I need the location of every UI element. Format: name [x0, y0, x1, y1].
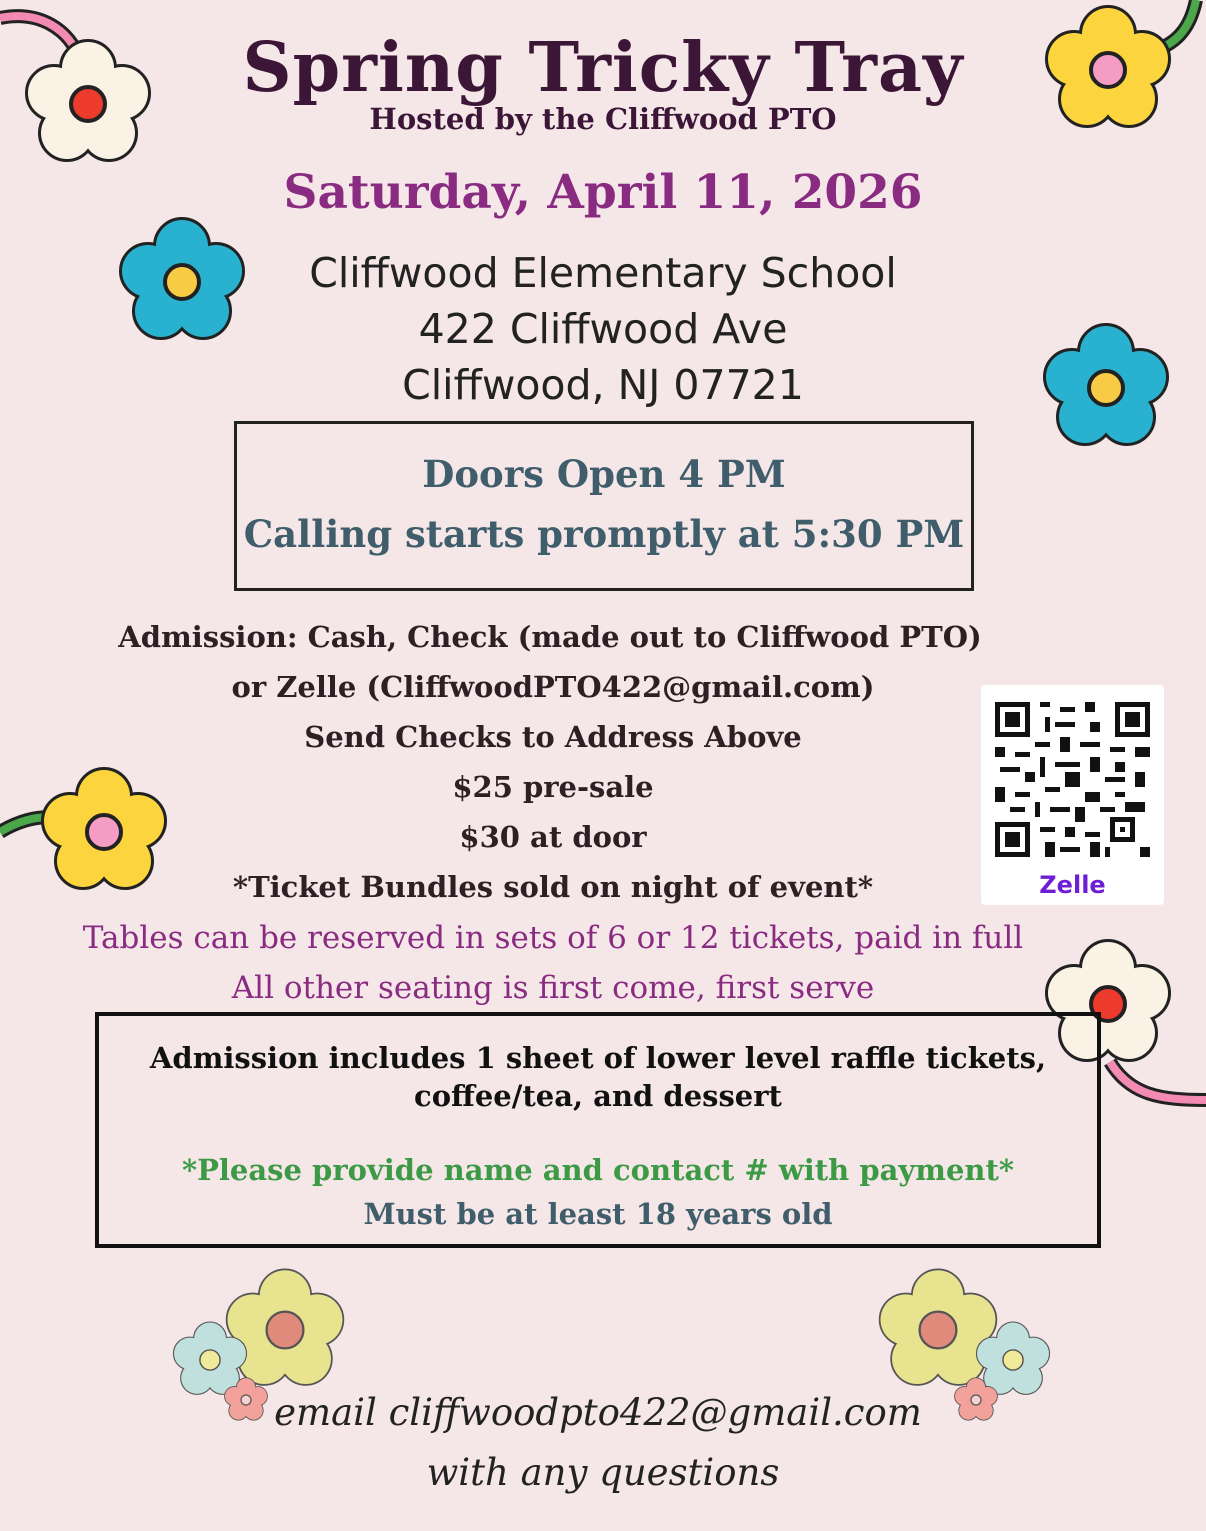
includes-line-2: coffee/tea, and dessert	[414, 1079, 782, 1113]
calling-start: Calling starts promptly at 5:30 PM	[243, 512, 965, 556]
zelle-qr-card[interactable]	[981, 685, 1164, 905]
tables-reserve: Tables can be reserved in sets of 6 or 12 tickets, paid in full	[82, 920, 1024, 956]
payment-note: *Please provide name and contact # with payment*	[181, 1153, 1015, 1187]
location-name: Cliffwood Elementary School	[309, 249, 897, 297]
event-title: Spring Tricky Tray	[242, 28, 964, 108]
contact-questions: with any questions	[426, 1451, 780, 1494]
other-seating: All other seating is first come, first serve	[231, 970, 875, 1006]
flower-icon	[977, 1323, 1049, 1394]
location-city: Cliffwood, NJ 07721	[402, 361, 804, 409]
location-street: 422 Cliffwood Ave	[418, 305, 788, 353]
presale-price: $25 pre-sale	[452, 770, 654, 804]
contact-email[interactable]: email cliffwoodpto422@gmail.com	[274, 1391, 922, 1434]
flower-icon	[228, 1270, 343, 1384]
admission-line-1: Admission: Cash, Check (made out to Cliffwood PTO)	[118, 620, 982, 654]
doors-open: Doors Open 4 PM	[422, 452, 786, 496]
admission-line-3: Send Checks to Address Above	[304, 720, 802, 754]
includes-box	[95, 1012, 1101, 1248]
event-host: Hosted by the Cliffwood PTO	[369, 102, 837, 136]
flower-icon	[174, 1323, 246, 1394]
flower-icon	[881, 1270, 996, 1384]
event-date: Saturday, April 11, 2026	[283, 165, 923, 220]
age-requirement: Must be at least 18 years old	[363, 1197, 833, 1231]
qr-code-icon	[990, 697, 1155, 862]
includes-line-1: Admission includes 1 sheet of lower level raffle tickets,	[149, 1041, 1047, 1075]
times-box	[234, 421, 974, 591]
admission-line-2: or Zelle (CliffwoodPTO422@gmail.com)	[231, 670, 875, 704]
ticket-bundles: *Ticket Bundles sold on night of event*	[232, 870, 874, 904]
zelle-label: Zelle	[1039, 871, 1106, 899]
door-price: $30 at door	[459, 820, 647, 854]
